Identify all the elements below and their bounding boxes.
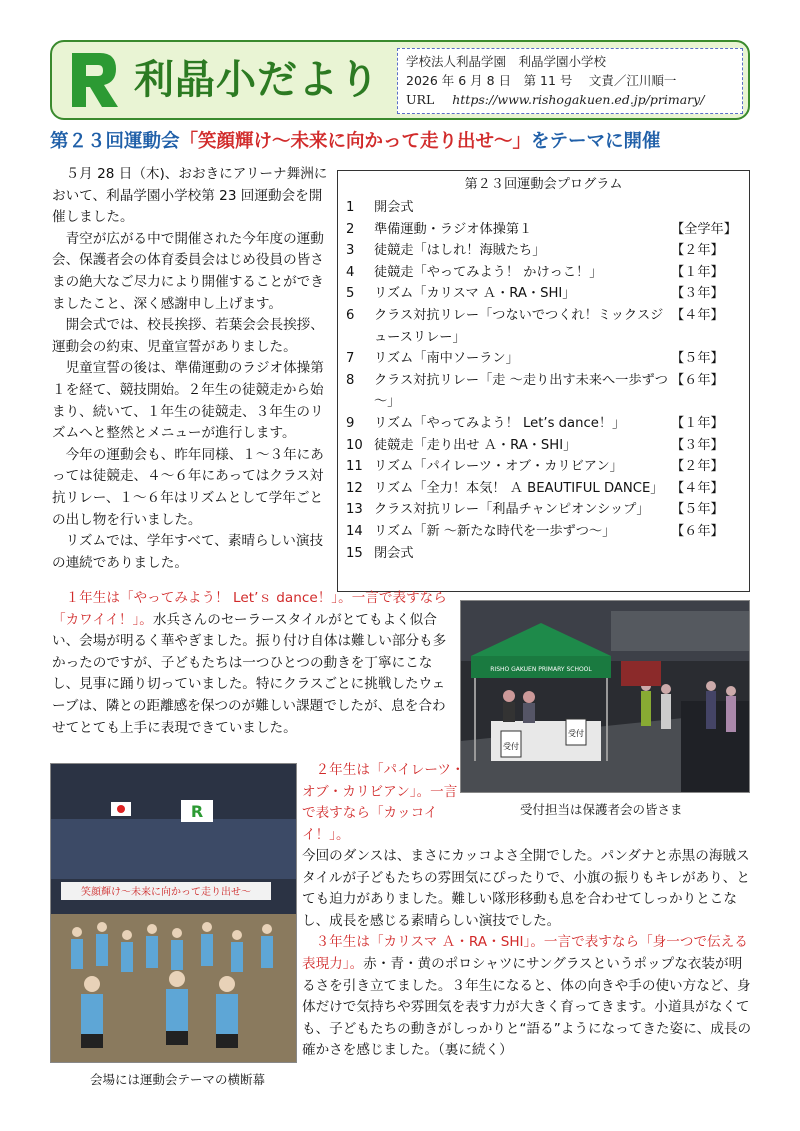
program-item	[346, 283, 741, 305]
paragraph-2: 青空が広がる中で開催された今年度の運動会、保護者会の体育委員会はじめ役員の皆さまの絶大なご尽力により開催することができましたこと、深く感謝申し上げます。	[52, 230, 324, 312]
program-item-num: 2	[346, 221, 355, 237]
program-item-text: クラス対抗リレー「走 ～走り出す未来へ一歩ずつ～」	[374, 372, 668, 410]
school-url-link[interactable]: https://www.rishogakuen.ed.jp/primary/	[452, 92, 705, 107]
program-item-text: リズム「やってみよう！ Let’s dance！」	[374, 415, 626, 431]
program-item	[346, 262, 741, 284]
program-item-num: 6	[346, 307, 355, 323]
program-item-text: リズム「パイレーツ・オブ・カリビアン」	[374, 459, 623, 475]
headline-theme: 「笑顔輝け～未来に向かって走り出せ～」	[179, 131, 532, 152]
program-item-text: 準備運動・ラジオ体操第１	[374, 221, 533, 237]
program-item-grade: 【１年】	[671, 264, 724, 280]
grade1-highlight: １年生は「やってみよう！ Let’ｓ dance！」。一言で表すなら「カワイイ！」。	[52, 590, 447, 628]
program-item-text: リズム「カリスマ Ａ・RA・SHI」	[374, 286, 576, 302]
program-item	[346, 370, 741, 413]
banner-caption: 会場には運動会テーマの横断幕	[90, 1072, 266, 1087]
program-item-grade: 【２年】	[671, 459, 724, 475]
program-item-grade: 【４年】	[671, 480, 724, 496]
program-item-grade: 【６年】	[671, 523, 724, 539]
program-item-grade: 【２年】	[671, 243, 724, 259]
issue-info: 2026 年 6 月 8 日 第 11 号 文責／江川順一	[406, 73, 677, 88]
program-item-grade: 【全学年】	[671, 221, 737, 237]
program-item-num: 11	[346, 459, 363, 475]
program-item-grade: 【１年】	[671, 415, 724, 431]
photo-banner	[50, 763, 297, 1063]
grade3-highlight: ３年生は「カリスマ Ａ・RA・SHI」。一言で表すなら「身一つで伝える表現力」。	[302, 934, 748, 972]
paragraph-6: リズムでは、学年すべて、素晴らしい演技の連続でありました。	[52, 533, 324, 571]
program-box	[337, 170, 750, 592]
program-item-num: 7	[346, 351, 355, 367]
program-item-num: 8	[346, 372, 355, 388]
banner-photo-image	[51, 764, 297, 1063]
program-item-num: 3	[346, 243, 355, 259]
header-info-box	[397, 48, 743, 114]
grade1-section	[52, 588, 452, 739]
headline-suffix: をテーマに開催	[531, 131, 661, 152]
school-logo-icon	[66, 49, 122, 111]
program-item	[346, 348, 741, 370]
program-title: 第２３回運動会プログラム	[464, 177, 623, 192]
program-item-num: 9	[346, 415, 355, 431]
reception-caption: 受付担当は保護者会の皆さま	[520, 802, 683, 817]
program-item-text: 閉会式	[374, 545, 414, 561]
grade2-highlight: ２年生は「パイレーツ・オブ・カリビアン」。一言で表すなら「カッコイイ！」。	[302, 762, 465, 843]
newsletter-header	[50, 40, 750, 120]
headline-prefix: 第２３回運動会	[50, 131, 180, 152]
program-item-grade: 【３年】	[671, 286, 724, 302]
program-item-num: 13	[346, 502, 363, 518]
grade2-3-section	[302, 760, 754, 846]
program-item	[346, 413, 741, 435]
grade3-text: 赤・青・黄のポロシャツにサングラスというポップな衣装が明るさを引き立てました。３年生になると、体の向きや手の使い方など、身体だけで気持ちや雰囲気を表す力が大きく育ってきます。小道具がなくても、子どもたちの動きがしっかりと“語る”ようになってきた姿に、成長の確かさを感じました。（裏に続く）	[302, 955, 752, 1059]
newsletter-title: 利晶小だより	[134, 57, 380, 103]
program-item-grade: 【５年】	[671, 351, 724, 367]
program-item	[346, 456, 741, 478]
program-item-grade: 【３年】	[671, 437, 724, 453]
program-item-num: 12	[346, 480, 363, 496]
program-item-text: クラス対抗リレー「利晶チャンピオンシップ」	[374, 502, 650, 518]
grade1-text: 水兵さんのセーラースタイルがとてもよく似合い、会場が明るく華やぎました。振り付け自体は難しい部分も多かったのですが、子どもたちは一つひとつの動きを丁寧にこなし、見事に踊り切っていました。特にクラスごとに挑戦したウェーブは、隣との距離感を保つのが難しい課題でしたが、息を合わせてとても上手に表現できていました。	[52, 611, 447, 736]
reception-sign-right: 受付	[568, 729, 584, 738]
program-item-text: リズム「全力！本気！ Ａ BEAUTIFUL DANCE」	[374, 480, 664, 496]
url-line	[406, 90, 734, 109]
program-item-grade	[671, 197, 741, 219]
program-item	[346, 521, 741, 543]
program-item-text: クラス対抗リレー「つないでつくれ！ミックスジュースリレー」	[374, 307, 664, 345]
program-item-text: 徒競走「はしれ！海賊たち」	[374, 243, 546, 259]
url-label: URL	[406, 92, 435, 107]
paragraph-5: 今年の運動会も、昨年同様、１～３年にあっては徒競走、４～６年にあってはクラス対抗リレー、１～６年はリズムとして学年ごとの出し物を行いました。	[52, 446, 324, 528]
program-list	[346, 197, 741, 564]
program-item	[346, 219, 741, 241]
school-name: 学校法人利晶学園 利晶学園小学校	[406, 54, 607, 69]
tent-label: RISHO GAKUEN PRIMARY SCHOOL	[490, 666, 592, 673]
article-headline	[50, 128, 770, 156]
grade2-text: 今回のダンスは、まさにカッコよさ全開でした。パンダナと赤黒の海賊スタイルが子どもたちの雰囲気にぴったりで、小旗の振りもキレがあり、とても迫力がありました。難しい隊形移動も息を合わせてしっかりとこなし、成長を感じる素晴らしい演技でした。	[302, 848, 750, 929]
article-left-column	[52, 164, 332, 574]
program-item-text: リズム「新 ～新たな時代を一歩ずつ～」	[374, 523, 616, 539]
program-item-text: 徒競走「走り出せ Ａ・RA・SHI」	[374, 437, 577, 453]
program-item	[346, 435, 741, 457]
paragraph-4: 児童宣誓の後は、準備運動のラジオ体操第１を経て、競技開始。２年生の徒競走から始まり、続いて、１年生の徒競走、３年生のリズムへと整然とメニューが進行します。	[52, 360, 324, 442]
grade-text-flow	[302, 846, 754, 1062]
paragraph-3: 開会式では、校長挨拶、若葉会会長挨拶、運動会の約束、児童宣誓がありました。	[52, 317, 324, 355]
program-item	[346, 240, 741, 262]
program-item-text: リズム「南中ソーラン」	[374, 351, 519, 367]
program-item	[346, 543, 741, 565]
program-item-grade	[671, 543, 741, 565]
program-item-num: 5	[346, 286, 355, 302]
program-item	[346, 197, 741, 219]
program-item	[346, 478, 741, 500]
program-item	[346, 305, 741, 348]
program-item-num: 14	[346, 523, 363, 539]
banner-text: 笑顔輝け～未来に向かって走り出せ～	[81, 887, 251, 898]
program-item-grade: 【４年】	[671, 307, 724, 323]
program-item-num: 10	[346, 437, 363, 453]
program-item	[346, 499, 741, 521]
svg-text:R: R	[190, 802, 204, 821]
program-item-grade: 【６年】	[671, 372, 724, 388]
program-item-text: 徒競走「やってみよう！ かけっこ！」	[374, 264, 603, 280]
program-item-num: 15	[346, 545, 363, 561]
program-item-num: 1	[346, 200, 355, 215]
program-item-text: 開会式	[374, 200, 414, 215]
reception-sign-left: 受付	[503, 742, 519, 751]
program-item-grade: 【５年】	[671, 502, 724, 518]
paragraph-1: ５月 28 日（木)、おおきにアリーナ舞洲において、利晶学園小学校第 23 回運動会を開催しました。	[52, 166, 328, 226]
program-item-num: 4	[346, 264, 355, 280]
